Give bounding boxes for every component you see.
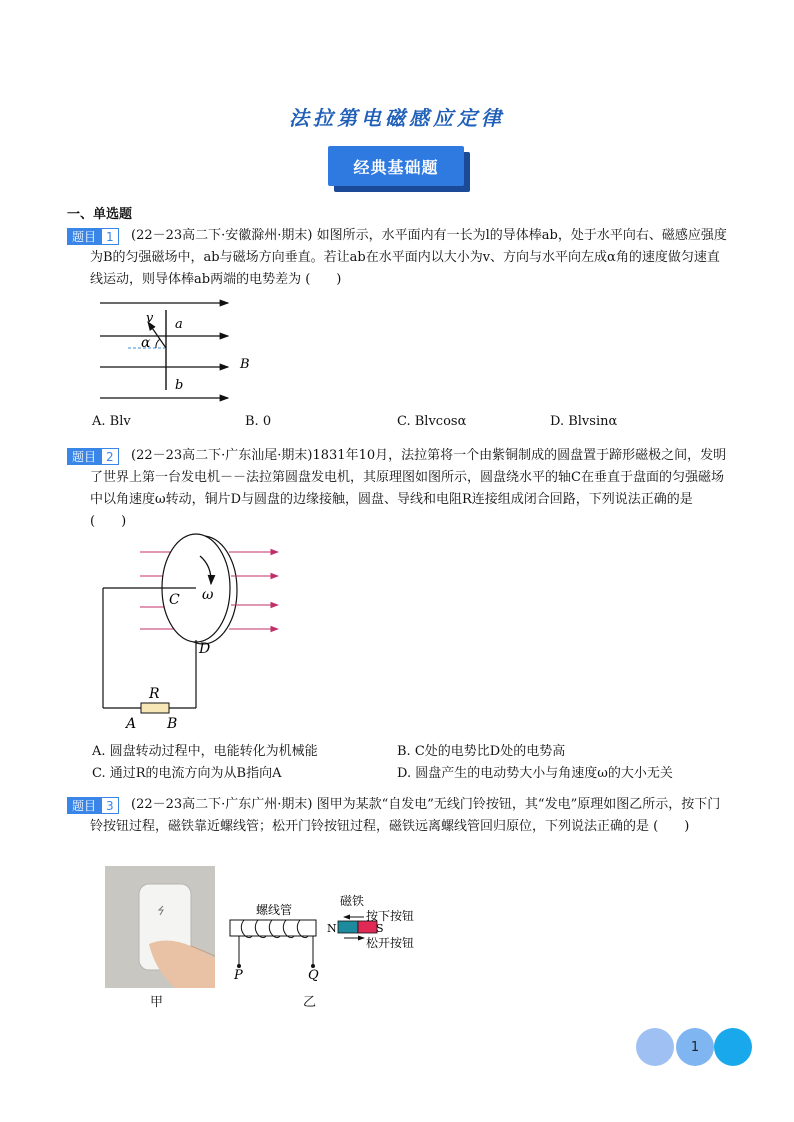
label-jia: 甲: [150, 995, 164, 1010]
label-N: N: [327, 922, 337, 935]
label-a: a: [175, 317, 183, 332]
label-D: D: [199, 641, 211, 657]
page-number: 1: [690, 1039, 700, 1055]
question-body: (22－23高二下·广东汕尾·期末)1831年10月，法拉第将一个由紫铜制成的圆盘置于蹄形磁极之间，发明了世界上第一台发电机－－法拉第圆盘发电机，其原理图如图所示，圆盘绕水平的轴C在垂直于盘面的匀强磁场中以角速度ω转动，铜片D与圆盘的边缘接触，圆盘、导线和电阻R连接组成闭合回路，下列说法正确的是 ( ): [90, 448, 727, 529]
label-Q: Q: [308, 968, 319, 983]
option-2a: A. 圆盘转动过程中，电能转化为机械能: [92, 744, 318, 759]
figure-3-doorbell-photo: [105, 866, 215, 988]
question-body: (22－23高二下·广东广州·期末) 图甲为某款“自发电”无线门铃按钮，其“发电”原理如图乙所示，按下门铃按钮过程，磁铁靠近螺线管；松开门铃按钮过程，磁铁远离螺线管回归原位，下列说法正确的是 ( ): [90, 797, 721, 834]
label-b: b: [175, 378, 184, 393]
figure-1-magnetic-field: [90, 290, 280, 410]
figure-2-disk-generator: [95, 532, 295, 737]
option-1d: D. Blvsinα: [550, 414, 618, 429]
option-2b: B. C处的电势比D处的电势高: [397, 744, 566, 759]
label-P: P: [234, 968, 243, 983]
question-label-word: 题目: [67, 228, 101, 245]
page-title: 法拉第电磁感应定律: [289, 106, 505, 130]
option-2c: C. 通过R的电流方向为从B指向A: [92, 766, 282, 781]
label-magnet: 磁铁: [340, 894, 365, 908]
label-alpha: α: [141, 335, 151, 351]
question-number: 2: [101, 448, 119, 465]
figure-3-solenoid-diagram: [222, 890, 432, 990]
label-solenoid: 螺线管: [256, 903, 293, 917]
section-badge: 经典基础题: [328, 146, 464, 186]
question-body: (22－23高二下·安徽滁州·期末) 如图所示，水平面内有一长为l的导体棒ab，处于水平向右、磁感应强度为B的匀强磁场中，ab与磁场方向垂直。若让ab在水平面内以大小为v、方向与水平向左成α角的速度做匀速直线运动，则导体棒ab两端的电势差为 ( ): [90, 228, 727, 287]
label-R: R: [149, 686, 160, 702]
option-1b: B. 0: [245, 414, 272, 429]
question-text-2: [90, 445, 730, 533]
footer-circle-right: [714, 1028, 752, 1066]
question-number: 1: [101, 228, 119, 245]
label-omega: ω: [202, 587, 214, 603]
option-1c: C. Blvcosα: [397, 414, 467, 429]
label-v: v: [146, 311, 154, 326]
footer-circle-left: [636, 1028, 674, 1066]
page-footer: [636, 1028, 752, 1068]
option-2d: D. 圆盘产生的电动势大小与角速度ω的大小无关: [397, 766, 673, 781]
label-A: A: [126, 716, 137, 732]
label-B: B: [240, 357, 250, 372]
question-label-word: 题目: [67, 448, 101, 465]
label-yi: 乙: [303, 995, 317, 1010]
label-press: 按下按钮: [366, 909, 415, 923]
question-number: 3: [101, 797, 119, 814]
question-text-1: [90, 225, 730, 291]
option-1a: A. Blv: [92, 414, 131, 429]
section-heading: 一、单选题: [67, 207, 133, 222]
question-label-word: 题目: [67, 797, 101, 814]
label-S: S: [376, 922, 384, 935]
question-text-3: [90, 794, 730, 838]
label-B: B: [167, 716, 178, 732]
label-release: 松开按钮: [366, 936, 415, 950]
label-C: C: [169, 592, 180, 608]
